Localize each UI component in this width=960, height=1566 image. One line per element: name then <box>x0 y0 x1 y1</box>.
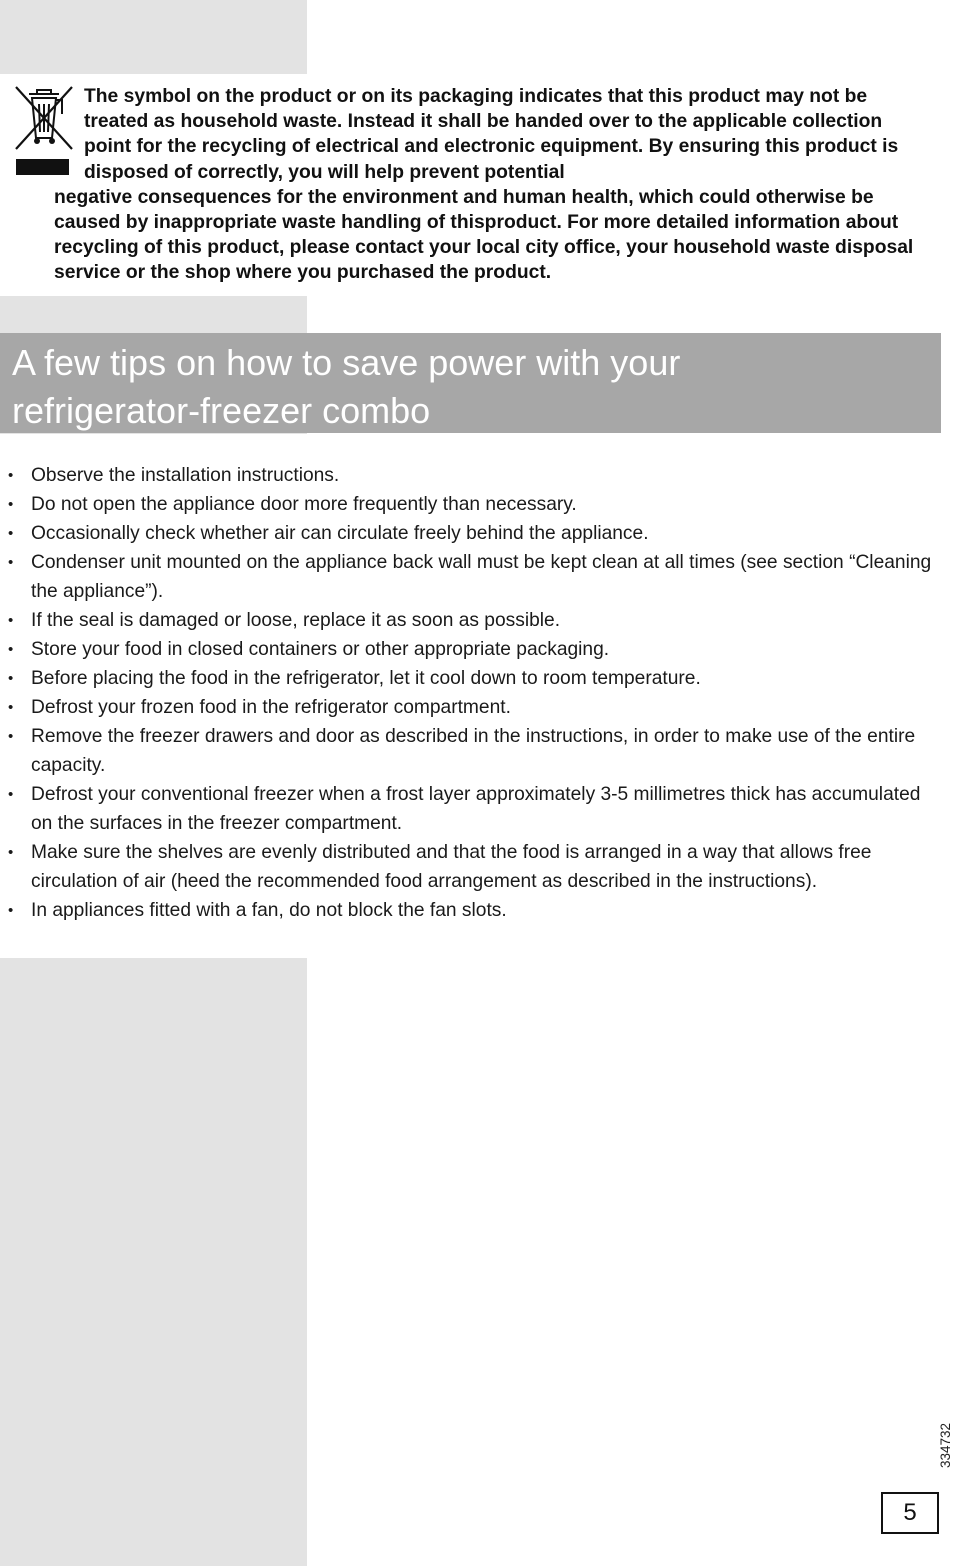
tips-list <box>0 461 940 925</box>
recycling-notice-text-full: negative consequences for the environment and human health, which could otherwise be caused by inappropriate waste handling of thisproduct. For more detailed information about recycling of this product, please contact your local city office, your household waste disposal service or the shop where you purchased the product. <box>54 186 914 284</box>
tips-section-heading <box>0 333 941 433</box>
tip-item: • Store your food in closed containers or other appropriate packaging. <box>0 635 940 664</box>
document-code <box>935 1421 960 1471</box>
document-code-text: 334732 <box>938 1422 954 1469</box>
tip-item: • If the seal is damaged or loose, replace it as soon as possible. <box>0 606 940 635</box>
tips-heading-line1: A few tips on how to save power with your <box>12 342 681 383</box>
tip-item: • Observe the installation instructions. <box>0 461 940 490</box>
tip-item: • Do not open the appliance door more frequently than necessary. <box>0 490 940 519</box>
tip-item: • Occasionally check whether air can circulate freely behind the appliance. <box>0 519 940 548</box>
tip-item: • Defrost your conventional freezer when a frost layer approximately 3-5 millimetres thick has accumulated on the surfaces in the freezer compartment. <box>0 780 940 838</box>
tip-item: • Remove the freezer drawers and door as described in the instructions, in order to make use of the entire capacity. <box>0 722 940 780</box>
tip-item: • Before placing the food in the refrigerator, let it cool down to room temperature. <box>0 664 940 693</box>
tip-item: • In appliances fitted with a fan, do not block the fan slots. <box>0 896 940 925</box>
recycling-notice-text-indented: The symbol on the product or on its packaging indicates that this product may not be treated as household waste. Instead it shall be handed over to the applicable collection point for the recycling of electrical and electronic equipment. By ensuring this product is disposed of correctly, you will help prevent potential <box>84 86 899 183</box>
tips-heading-line2: refrigerator-freezer combo <box>12 390 431 431</box>
recycling-notice-text <box>54 84 934 286</box>
page-number: 5 <box>881 1492 939 1534</box>
tip-item: • Make sure the shelves are evenly distributed and that the food is arranged in a way that allows free circulation of air (heed the recommended food arrangement as described in the instructions). <box>0 838 940 896</box>
tip-item: • Defrost your frozen food in the refrigerator compartment. <box>0 693 940 722</box>
tip-item: • Condenser unit mounted on the appliance back wall must be kept clean at all times (see section “Cleaning the appliance”). <box>0 548 940 606</box>
